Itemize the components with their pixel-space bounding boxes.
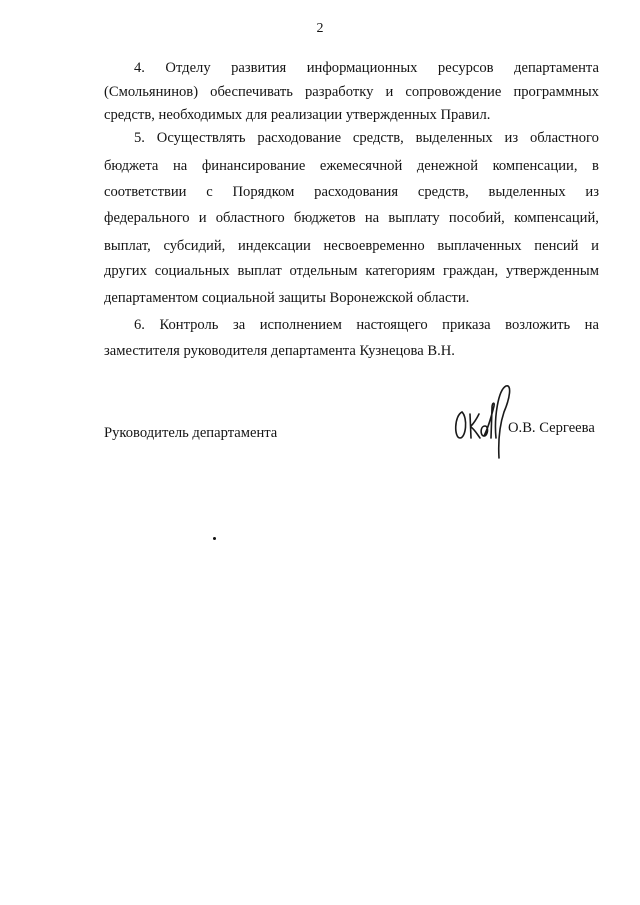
word: (Смольянинов) [104, 84, 199, 100]
paragraph-4-line-2 [104, 83, 599, 101]
page-number: 2 [316, 21, 324, 36]
word: департамента [514, 60, 599, 76]
word: выплату [388, 210, 440, 226]
word: федерального [104, 210, 190, 226]
word: финансирование [201, 158, 306, 174]
word: соответствии [104, 184, 187, 200]
word: средств, [417, 184, 469, 200]
word: компенсаций, [514, 210, 599, 226]
word: разработку [304, 84, 374, 100]
signatory-position: Руководитель департамента [104, 425, 278, 441]
word: выплат, [104, 238, 151, 254]
word: Отделу [165, 60, 211, 76]
paragraph-5-line-2 [104, 157, 599, 175]
word: расходования [314, 184, 399, 200]
word: Контроль [159, 317, 219, 333]
word: с [206, 184, 213, 200]
paragraph-5-line-7: департаментом социальной защиты Воронежской области. [104, 290, 470, 306]
word: утвержденным [506, 263, 599, 279]
word: субсидий, [163, 238, 226, 254]
word: выделенных [488, 184, 566, 200]
word: областного [529, 130, 599, 146]
word: пособий, [448, 210, 505, 226]
word: программных [513, 84, 599, 100]
paragraph-5-line-3 [104, 183, 599, 201]
word: социальных [154, 263, 230, 279]
word: несвоевременно [323, 238, 425, 254]
paragraph-6-line-1 [134, 316, 599, 334]
paragraph-6-line-2: заместителя руководителя департамента Кузнецова В.Н. [104, 343, 455, 359]
word: обеспечивать [210, 84, 293, 100]
paragraph-5-line-4 [104, 209, 599, 227]
word: Порядком [232, 184, 295, 200]
word: бюджетов [293, 210, 356, 226]
word: возложить [505, 317, 571, 333]
word: в [592, 158, 599, 174]
word: сопровождение [405, 84, 502, 100]
word: и [385, 84, 394, 100]
paragraph-5-line-6 [104, 262, 599, 280]
word: за [232, 317, 246, 333]
paragraph-4-line-3: средств, необходимых для реализации утвержденных Правил. [104, 107, 491, 123]
word: на [172, 158, 188, 174]
word: Осуществлять [156, 130, 246, 146]
word: и [591, 238, 599, 254]
word: развития [231, 60, 287, 76]
signatory-name: О.В. Сергеева [508, 420, 595, 436]
word: денежной [416, 158, 479, 174]
word: ресурсов [437, 60, 494, 76]
word: индексации [238, 238, 311, 254]
word: выплаченных [437, 238, 522, 254]
stray-dot [213, 537, 216, 540]
paragraph-4-line-1 [134, 59, 599, 77]
word: 4. [134, 60, 145, 76]
word: отдельным [289, 263, 358, 279]
word: на [364, 210, 380, 226]
word: информационных [306, 60, 418, 76]
word: из [504, 130, 519, 146]
word: граждан, [443, 263, 499, 279]
word: областного [215, 210, 285, 226]
word: выплат [237, 263, 282, 279]
word: бюджета [104, 158, 159, 174]
paragraph-5-line-5 [104, 237, 599, 255]
word: на [584, 317, 599, 333]
word: расходование [257, 130, 342, 146]
word: из [585, 184, 599, 200]
word: приказа [442, 317, 491, 333]
word: 5. [134, 130, 145, 146]
word: исполнением [259, 317, 342, 333]
word: категориям [365, 263, 436, 279]
word: других [104, 263, 147, 279]
word: ежемесячной [319, 158, 403, 174]
word: 6. [134, 317, 145, 333]
word: выделенных [415, 130, 493, 146]
handwritten-signature [452, 378, 516, 468]
word: компенсации, [492, 158, 578, 174]
paragraph-5-line-1 [134, 129, 599, 147]
word: пенсий [534, 238, 579, 254]
word: настоящего [356, 317, 428, 333]
word: и [198, 210, 207, 226]
word: средств, [352, 130, 404, 146]
